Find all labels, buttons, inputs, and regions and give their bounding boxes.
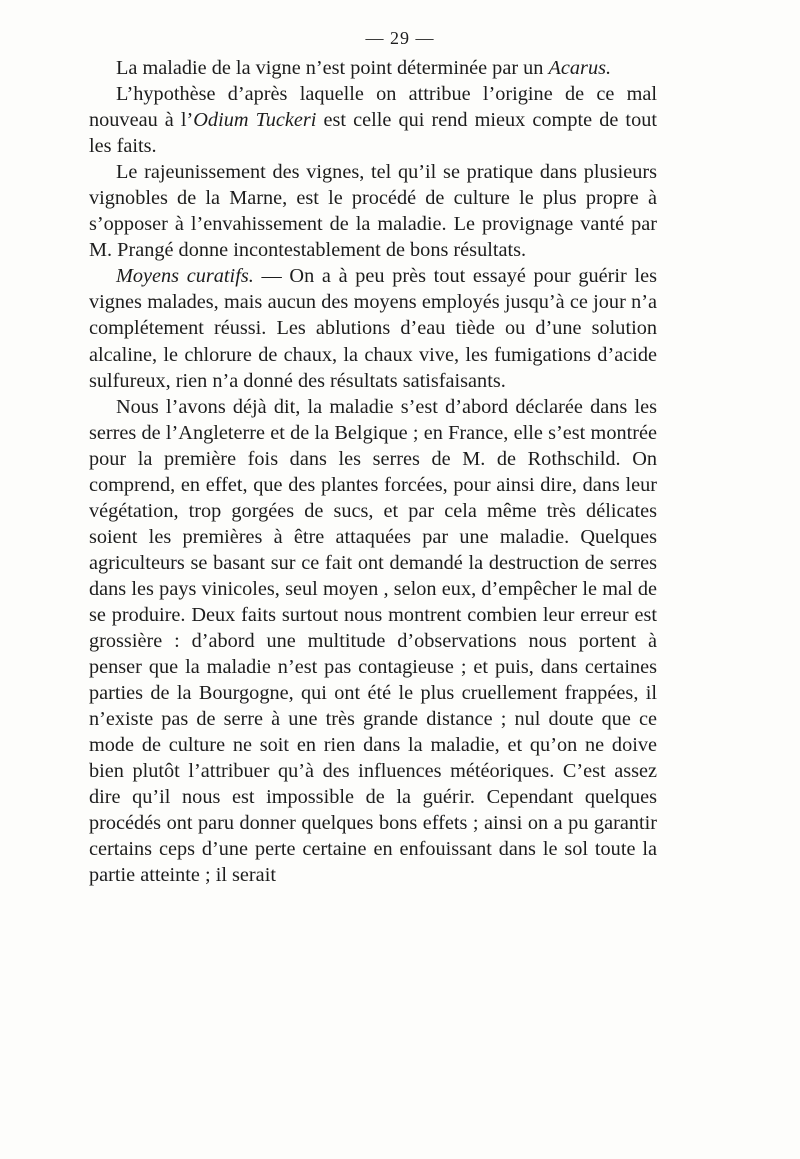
- paragraph-greenhouses: [89, 394, 657, 889]
- paragraph-text: Le rajeunissement des vignes, tel qu’il se pratique dans plusieurs vignobles de la Marne, est le procédé de culture le plus propre à s’opposer à l’envahissement de la maladie. Le provignage vanté par M. Prangé donne incontestablement de bons résultats.: [89, 161, 657, 262]
- paragraph-hypothesis: [89, 81, 657, 159]
- page-number: — 29 —: [365, 28, 435, 48]
- section-lead: Moyens curatifs.: [116, 265, 254, 288]
- paragraph-acarus: [89, 55, 657, 81]
- italic-term: Acarus.: [548, 57, 612, 79]
- paragraph-curative-means: [89, 263, 657, 393]
- paragraph-rejuvenation: [89, 159, 657, 263]
- italic-term: Odium Tuckeri: [193, 109, 317, 132]
- paragraph-text: est celle qui rend mieux compte de tout les faits.: [89, 109, 657, 158]
- paragraph-text: — On a à peu près tout essayé pour guérir les vignes malades, mais aucun des moyens employés jusqu’à ce jour n’a complétement réussi. Les ablutions d’eau tiède ou d’une solution alcaline, le chlorure de chaux, la chaux vive, les fumigations d’acide sulfureux, rien n’a donné des résultats satisfaisants.: [89, 265, 658, 392]
- paragraph-text: Nous l’avons déjà dit, la maladie s’est d’abord déclarée dans les serres de l’Angleterre et de la Belgique ; en France, elle s’est montrée pour la première fois dans les serres de M. de Rothschild. On comprend, en effet, que des plantes forcées, pour ainsi dire, dans leur végétation, trop gorgées de sucs, et par cela même très délicates soient les premières à être attaquées par une maladie. Quelques agriculteurs se basant sur ce fait ont demandé la destruction de serres dans les pays vinicoles, seul moyen , selon eux, d’empêcher le mal de se produire. Deux faits surtout nous montrent combien leur erreur est grossière : d’abord une multitude d’observations nous portent à penser que la maladie n’est pas contagieuse ; et puis, dans certaines parties de la Bourgogne, qui ont été le plus cruellement frappées, il n’existe pas de serre à une très grande distance ; nul doute que ce mode de culture ne soit en rien dans la maladie, et qu’on ne doive bien plutôt l’attribuer qu’à des influences météoriques. C’est assez dire qu’il nous est impossible de la guérir. Cependant quelques procédés ont paru donner quelques bons effets ; ainsi on a pu garantir certains ceps d’une perte certaine en enfouissant dans le sol toute la partie atteinte ; il serait: [89, 395, 657, 887]
- paragraph-text: L’hypothèse d’après laquelle on attribue l’origine de ce mal nouveau à l’: [89, 83, 657, 132]
- body-text: [89, 55, 657, 889]
- paragraph-text: La maladie de la vigne n’est point déterminée par un: [116, 57, 549, 79]
